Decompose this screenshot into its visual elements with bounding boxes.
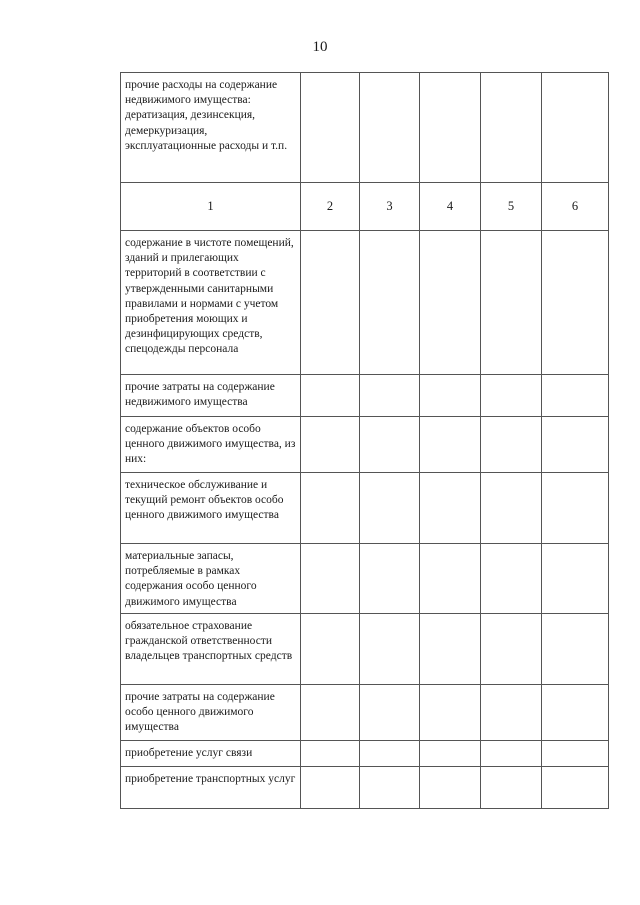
table-cell bbox=[420, 73, 481, 183]
table-cell bbox=[301, 685, 360, 741]
table-cell bbox=[481, 544, 542, 614]
row-label: материальные запасы, потребляемые в рамках содержания особо ценного движимого имущества bbox=[121, 544, 301, 614]
table-row bbox=[121, 685, 609, 741]
table-cell bbox=[481, 614, 542, 685]
row-label: приобретение транспортных услуг bbox=[121, 767, 301, 809]
table-cell bbox=[301, 767, 360, 809]
column-number: 1 bbox=[121, 183, 301, 231]
table-cell bbox=[481, 767, 542, 809]
table-cell bbox=[420, 685, 481, 741]
row-label: содержание объектов особо ценного движимого имущества, из них: bbox=[121, 417, 301, 473]
column-number: 2 bbox=[301, 183, 360, 231]
column-number: 5 bbox=[481, 183, 542, 231]
table-cell bbox=[301, 73, 360, 183]
table-cell bbox=[420, 767, 481, 809]
column-number: 3 bbox=[360, 183, 420, 231]
table-row bbox=[121, 73, 609, 183]
table-cell bbox=[542, 544, 609, 614]
table-cell bbox=[420, 231, 481, 375]
table-cell bbox=[420, 375, 481, 417]
column-number: 4 bbox=[420, 183, 481, 231]
table-cell bbox=[301, 417, 360, 473]
table-row bbox=[121, 544, 609, 614]
table-cell bbox=[420, 473, 481, 544]
column-number-row bbox=[121, 183, 609, 231]
table-cell bbox=[481, 473, 542, 544]
table-row bbox=[121, 767, 609, 809]
row-label: прочие затраты на содержание недвижимого имущества bbox=[121, 375, 301, 417]
table-cell bbox=[301, 231, 360, 375]
table-cell bbox=[301, 614, 360, 685]
table-cell bbox=[481, 73, 542, 183]
table-cell bbox=[542, 417, 609, 473]
table-row bbox=[121, 375, 609, 417]
table-row bbox=[121, 473, 609, 544]
table-cell bbox=[301, 375, 360, 417]
table-cell bbox=[360, 417, 420, 473]
row-label: техническое обслуживание и текущий ремонт объектов особо ценного движимого имущества bbox=[121, 473, 301, 544]
table-cell bbox=[481, 685, 542, 741]
table-row bbox=[121, 614, 609, 685]
table-cell bbox=[360, 767, 420, 809]
table-cell bbox=[360, 544, 420, 614]
row-label: приобретение услуг связи bbox=[121, 741, 301, 767]
table-cell bbox=[360, 614, 420, 685]
row-label: прочие расходы на содержание недвижимого имущества: дератизация, дезинсекция, демеркуризация, эксплуатационные расходы и т.п. bbox=[121, 73, 301, 183]
table-cell bbox=[360, 741, 420, 767]
table-row bbox=[121, 417, 609, 473]
table-cell bbox=[542, 473, 609, 544]
row-label: прочие затраты на содержание особо ценного движимого имущества bbox=[121, 685, 301, 741]
table-cell bbox=[542, 231, 609, 375]
page-number: 10 bbox=[312, 39, 328, 55]
table-cell bbox=[542, 73, 609, 183]
table-row bbox=[121, 231, 609, 375]
table-row bbox=[121, 741, 609, 767]
table-cell bbox=[360, 685, 420, 741]
table-cell bbox=[420, 417, 481, 473]
table-cell bbox=[542, 375, 609, 417]
column-number: 6 bbox=[542, 183, 609, 231]
table-cell bbox=[542, 767, 609, 809]
table-cell bbox=[360, 375, 420, 417]
table-cell bbox=[360, 231, 420, 375]
table-cell bbox=[542, 614, 609, 685]
table-cell bbox=[420, 544, 481, 614]
expenses-table bbox=[120, 72, 609, 809]
table-cell bbox=[481, 741, 542, 767]
table-cell bbox=[420, 614, 481, 685]
row-label: обязательное страхование гражданской ответственности владельцев транспортных средств bbox=[121, 614, 301, 685]
table-cell bbox=[301, 741, 360, 767]
table-cell bbox=[301, 473, 360, 544]
table-cell bbox=[481, 231, 542, 375]
table-cell bbox=[481, 375, 542, 417]
table-cell bbox=[360, 473, 420, 544]
table-cell bbox=[360, 73, 420, 183]
table-cell bbox=[542, 685, 609, 741]
table-cell bbox=[301, 544, 360, 614]
table-cell bbox=[481, 417, 542, 473]
row-label: содержание в чистоте помещений, зданий и прилегающих территорий в соответствии с утвержденными санитарными правилами и нормами с учетом приобретения моющих и дезинфицирующих средств, спецодежды персонала bbox=[121, 231, 301, 375]
table-cell bbox=[542, 741, 609, 767]
table-cell bbox=[420, 741, 481, 767]
